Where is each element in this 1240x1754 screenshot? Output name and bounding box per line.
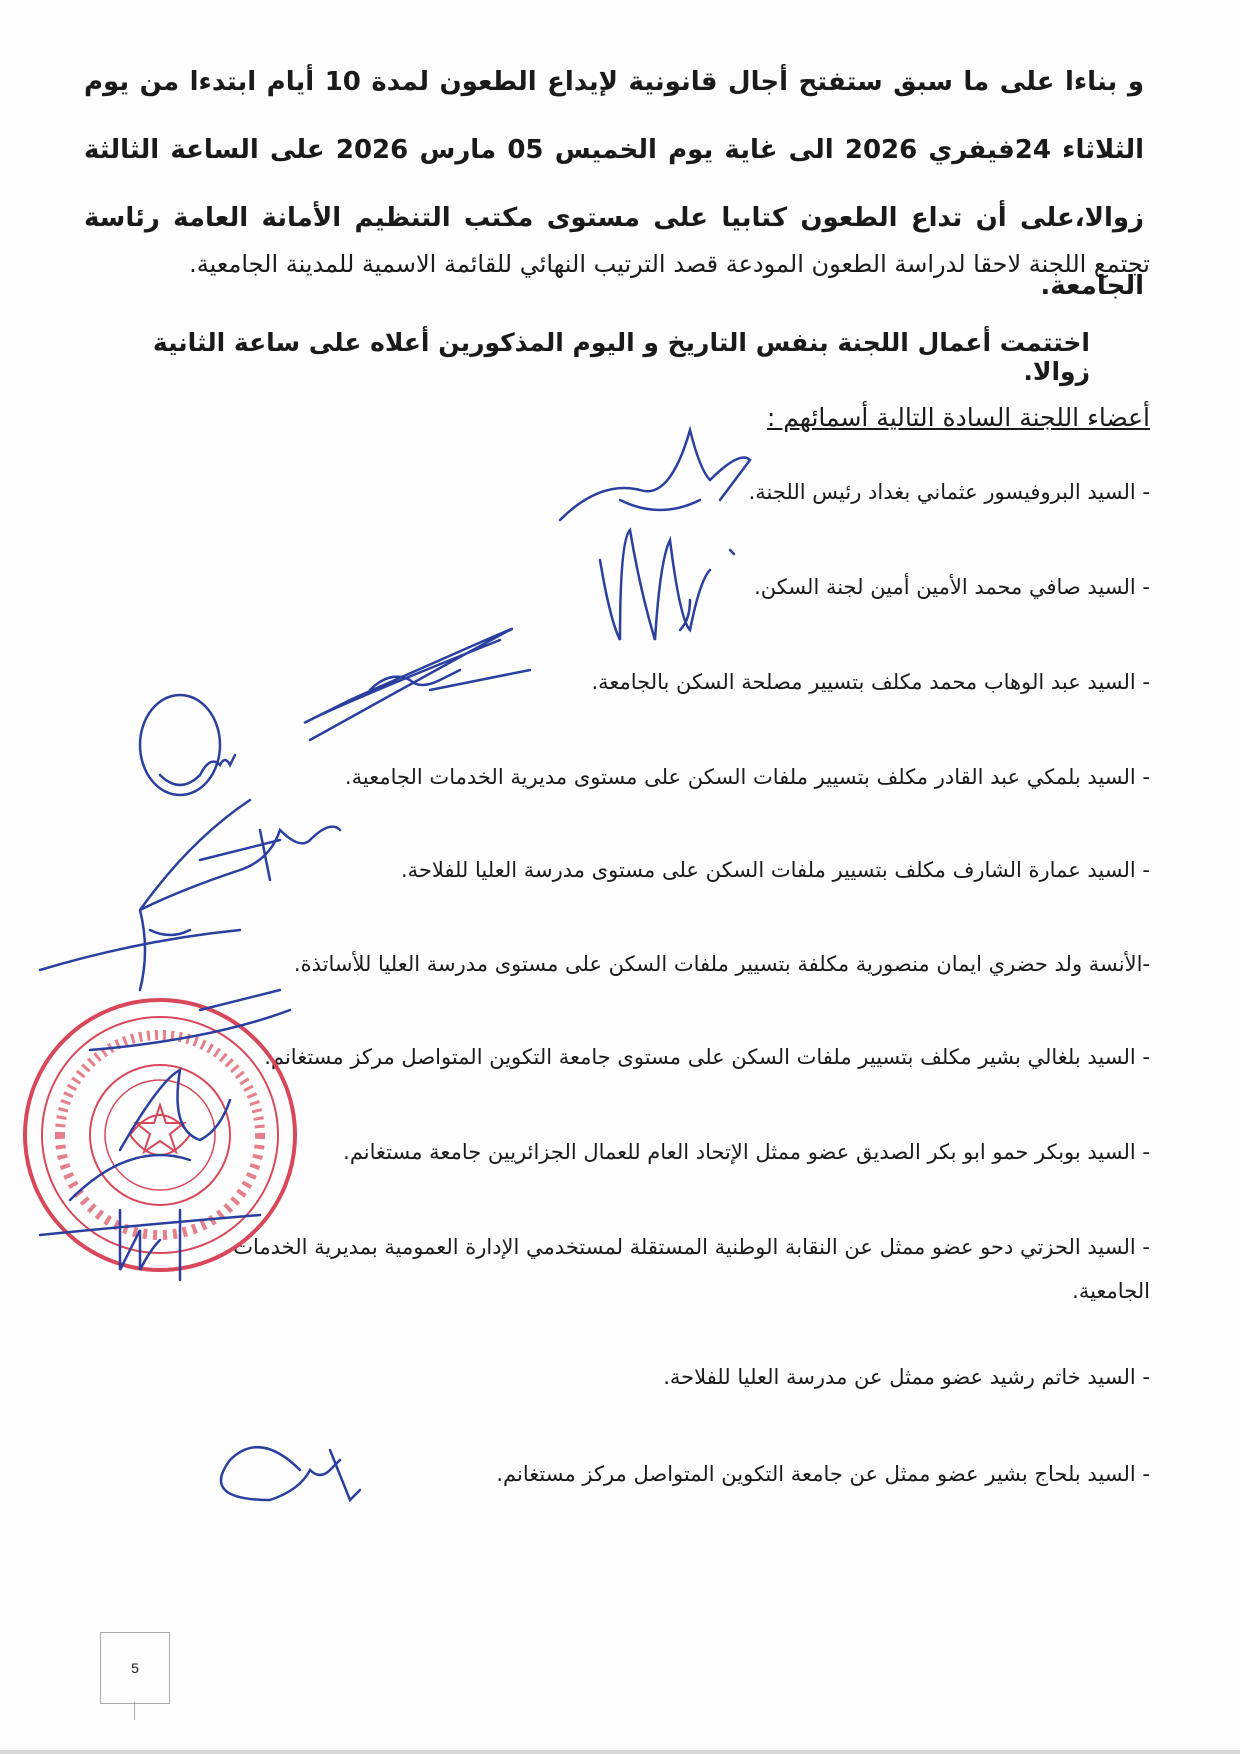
- member-item-10: - السيد خاتم رشيد عضو ممثل عن مدرسة العليا للفلاحة.: [663, 1365, 1150, 1389]
- members-title: أعضاء اللجنة السادة التالية أسمائهم :: [766, 403, 1150, 432]
- member-item-7: - السيد بلغالي بشير مكلف بتسيير ملفات السكن على مستوى جامعة التكوين المتواصل مركز مستغانم.: [264, 1045, 1150, 1069]
- member-item-5: - السيد عمارة الشارف مكلف بتسيير ملفات السكن على مستوى مدرسة العليا للفلاحة.: [400, 858, 1150, 882]
- page-number: 5: [131, 1660, 139, 1676]
- closing-note: اختتمت أعمال اللجنة بنفس التاريخ و اليوم المذكورين أعلاه على ساعة الثانية زوالا.: [152, 328, 1090, 386]
- meeting-note: تجتمع اللجنة لاحقا لدراسة الطعون المودعة قصد الترتيب النهائي للقائمة الاسمية للمدينة الجامعية.: [189, 250, 1150, 278]
- member-item-8: - السيد بوبكر حمو ابو بكر الصديق عضو ممثل الإتحاد العام للعمال الجزائريين جامعة مستغانم.: [343, 1140, 1150, 1164]
- signature-3: [140, 695, 235, 795]
- official-stamp: [25, 1000, 295, 1270]
- member-item-11: - السيد بلحاج بشير عضو ممثل عن جامعة التكوين المتواصل مركز مستغانم.: [496, 1462, 1150, 1486]
- signature-2: [305, 629, 530, 740]
- footer-line: [0, 1750, 1240, 1754]
- signature-8: [221, 1447, 360, 1500]
- signature-4: [140, 800, 340, 910]
- signature-1: [560, 430, 750, 640]
- page-number-tick: [134, 1702, 135, 1720]
- member-item-1: - السيد البروفيسور عثماني بغداد رئيس اللجنة.: [748, 480, 1150, 504]
- signature-5: [40, 910, 240, 990]
- member-item-3: - السيد عبد الوهاب محمد مكلف بتسيير مصلحة السكن بالجامعة.: [591, 670, 1150, 694]
- member-item-2: - السيد صافي محمد الأمين أمين لجنة السكن.: [754, 575, 1150, 599]
- page-number-box: [100, 1632, 170, 1704]
- intro-paragraph: و بناءا على ما سبق ستفتح أجال قانونية لإيداع الطعون لمدة 10 أيام ابتدءا من يوم الثلاثاء 24فيفري 2026 الى غاية يوم الخميس 05 مارس 2026 على الساعة الثالثة زوالا،على أن تداع الطعون كتابيا على مستوى مكتب التنظيم الأمانة العامة رئاسة الجامعة.: [84, 67, 1145, 301]
- member-item-9: - السيد الحزتي دحو عضو ممثل عن النقابة الوطنية المستقلة لمستخدمي الإدارة العمومية بمديرية الخدمات الجامعية.: [233, 1235, 1150, 1303]
- member-item-6: -الأنسة ولد حضري ايمان منصورية مكلفة بتسيير ملفات السكن على مستوى مدرسة العليا للأساتذة.: [293, 952, 1150, 976]
- member-item-4: - السيد بلمكي عبد القادر مكلف بتسيير ملفات السكن على مستوى مديرية الخدمات الجامعية.: [344, 765, 1150, 789]
